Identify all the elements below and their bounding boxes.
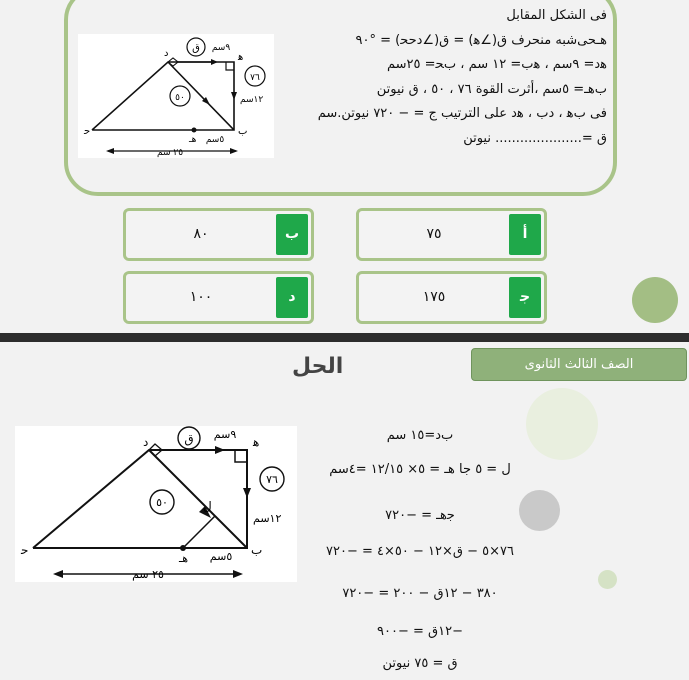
point-e (192, 128, 197, 133)
dim-left-head (53, 570, 63, 578)
label-vertex-a: ﻫ (238, 52, 244, 63)
solution-step: ق = ٧٥ نيوتن (382, 656, 458, 671)
label-length-ad: ٩سم (213, 428, 237, 441)
arrow-q-head (211, 59, 218, 65)
dim-left-head (106, 148, 114, 154)
option-value: ٨٠ (193, 226, 209, 242)
option-letter: أ (509, 214, 541, 255)
label-length-ab: ١٢سم (240, 95, 264, 105)
question-line: ﻫـﺤﻰﺷﺒﻪ منحرف ق(∠ﻫ) = ق(∠ﺩﺣﺤ) = °٩٠ (355, 32, 607, 48)
solution-title: الحل (292, 354, 344, 379)
arrow-76-head (231, 92, 237, 100)
label-length-bc: ٢٥ سم (132, 568, 164, 581)
label-length-bc: ٢٥ سم (156, 148, 184, 158)
solution-step: ﺟﻫـ = −٧٢٠ (385, 508, 455, 523)
label-vertex-a: ﻫ (253, 435, 260, 449)
label-vertex-d: ﺩ (143, 435, 149, 449)
label-force-50: ٥٠ (156, 496, 168, 509)
option-letter: ب (276, 214, 308, 255)
label-force-76: ٧٦ (266, 473, 278, 486)
point-e (180, 545, 186, 551)
trapezoid-outline (33, 450, 247, 548)
label-point-e: ﻫـ (179, 552, 189, 565)
option-value: ١٧٥ (422, 289, 446, 305)
trapezoid-diagram (78, 34, 274, 158)
option-b[interactable] (123, 208, 314, 261)
solution-step: ٧٦×٥ − ق×١٢ − ٥٠×٤ = −٧٢٠ (325, 544, 514, 559)
question-slide (0, 0, 689, 333)
decorative-circle (598, 570, 617, 589)
question-line: ﺏﻫـ= ٥سم ،أثرت القوة ٧٦ ، ٥٠ ، ق نيوتن (376, 81, 607, 97)
decorative-circle (632, 277, 678, 323)
arrow-76-head (243, 488, 251, 498)
label-length-be: ٥سم (209, 550, 233, 563)
label-length-l: ﻝ (203, 499, 212, 513)
solution-step: ٣٨٠ − ١٢ق − ٢٠٠ = −٧٢٠ (342, 586, 498, 601)
label-vertex-b: ﺏ (251, 543, 263, 557)
label-force-q: ق (184, 432, 194, 446)
solution-step: ﺏﺩ=١٥ سم (386, 428, 454, 443)
question-line: ﻫﺩ= ٩سم ، ﻫﺏ= ١٢ سم ، ﺏﺤ= ٢٥سم (386, 57, 607, 72)
label-length-ad: ٩سم (211, 43, 231, 53)
dim-right-head (230, 148, 238, 154)
right-angle-a (226, 62, 234, 70)
label-length-be: ٥سم (205, 135, 225, 145)
slide-divider (0, 333, 689, 342)
solution-slide (0, 342, 689, 680)
trapezoid-outline (92, 62, 234, 130)
decorative-circle (526, 388, 598, 460)
question-line: فى الشكل المقابل (506, 8, 607, 23)
label-vertex-b: ﺏ (238, 126, 248, 137)
option-a[interactable] (356, 208, 547, 261)
option-value: ٧٥ (426, 226, 442, 242)
grade-label-button[interactable]: الصف الثالث الثانوى (471, 348, 687, 381)
question-figure (78, 34, 274, 158)
label-force-50: ٥٠ (175, 93, 185, 103)
perpendicular-l (183, 516, 215, 548)
option-letter: ﺟ (509, 277, 541, 318)
option-letter: د (276, 277, 308, 318)
question-line: ق =..................... نيوتن (463, 130, 607, 146)
label-vertex-c: ﺣ (21, 543, 29, 557)
dim-right-head (233, 570, 243, 578)
label-vertex-c: ﺣ (84, 126, 91, 137)
right-angle-a (235, 450, 247, 462)
option-c[interactable] (356, 271, 547, 324)
label-length-ab: ١٢سم (253, 512, 282, 525)
trapezoid-diagram-solution (15, 426, 297, 582)
question-text (267, 4, 607, 151)
arrow-q-head (215, 446, 225, 454)
solution-step: −١٢ق = −٩٠٠ (377, 624, 463, 639)
label-force-76: ٧٦ (250, 73, 260, 83)
label-vertex-d: ﺩ (164, 48, 169, 59)
solution-figure (15, 426, 297, 582)
question-line: فى ﺏﻫ ، ﺩﺏ ، ﻫﺩ على الترتيب ج = − ٧٢٠ نيوتن.سم (317, 106, 607, 121)
label-force-q: ق (192, 43, 200, 54)
option-d[interactable] (123, 271, 314, 324)
label-point-e: ﻫـ (189, 135, 197, 145)
option-value: ١٠٠ (189, 289, 213, 305)
solution-step: ﻝ = ٥ جا ﻫـ = ٥× ١٢/١٥ =٤سم (329, 462, 511, 477)
